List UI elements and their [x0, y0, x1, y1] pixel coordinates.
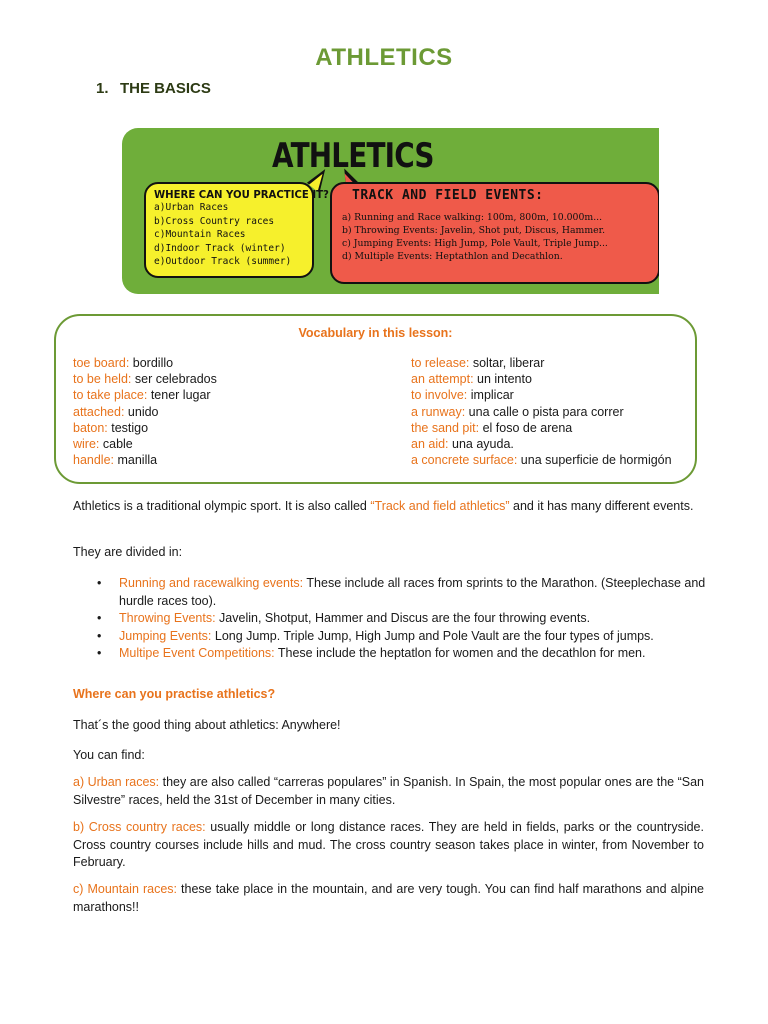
good-thing-text: That´s the good thing about athletics: Anywhere! [73, 718, 341, 732]
place-term: b) Cross country races: [73, 820, 206, 834]
vocab-definition: testigo [107, 420, 149, 435]
events-box [330, 182, 659, 284]
vocab-entry [411, 371, 672, 387]
intro-highlight: “Track and field athletics” [370, 499, 510, 513]
intro-text: Athletics is a traditional olympic sport. It is also called [73, 499, 371, 513]
vocab-entry [411, 452, 672, 468]
vocab-definition: ser celebrados [131, 372, 217, 387]
vocab-term: attached: [73, 404, 125, 419]
vocab-term: a concrete surface: [411, 453, 518, 468]
events-title: TRACK AND FIELD EVENTS: [352, 188, 544, 203]
you-can-find-text: You can find: [73, 748, 145, 762]
list-item-term: Running and racewalking events: [119, 576, 304, 590]
vocab-term: an attempt: [411, 372, 474, 387]
vocab-definition: implicar [467, 388, 514, 403]
vocab-term: the sand pit: [411, 420, 480, 435]
where-heading: Where can you practise athletics? [73, 687, 276, 701]
vocab-entry [411, 436, 672, 452]
intro-paragraph [73, 498, 709, 516]
vocab-definition: tener lugar [147, 388, 211, 403]
vocabulary-title: Vocabulary in this lesson: [298, 326, 453, 340]
vocab-term: handle: [73, 453, 115, 468]
events-item: c) Jumping Events: High Jump, Pole Vault, Triple Jump... [342, 238, 608, 249]
vocab-definition: el foso de arena [479, 420, 573, 435]
place-paragraph [73, 774, 704, 809]
place-paragraph [73, 881, 704, 916]
list-item-term: Throwing Events: [119, 611, 216, 625]
vocab-term: an aid: [411, 437, 449, 452]
vocab-term: to be held: [73, 372, 132, 387]
where-item: c)Mountain Races [154, 229, 246, 240]
events-item: b) Throwing Events: Javelin, Shot put, Discus, Hammer. [342, 225, 606, 236]
vocab-term: to involve: [411, 388, 468, 403]
list-item-text: These include all races from sprints to the Marathon. (Steeplechase and hurdle races too). [119, 576, 706, 608]
where-box [144, 182, 329, 278]
vocab-definition: unido [124, 404, 159, 419]
vocab-definition: bordillo [129, 356, 174, 370]
vocab-entry [73, 404, 217, 420]
vocab-entry [73, 452, 217, 468]
vocab-entry [411, 387, 672, 403]
place-text: they are also called “carreras populares” in Spanish. In Spain, the most popular ones are the “San Silvestre” races, held the 31st of December in many cities. [73, 775, 704, 807]
list-item [73, 575, 709, 610]
vocab-definition: soltar, liberar [469, 356, 545, 370]
vocab-entry [73, 436, 217, 452]
page-title: ATHLETICS [315, 44, 453, 71]
list-item-text: These include the heptatlon for women and the decathlon for men. [274, 646, 646, 660]
vocabulary-box [54, 314, 697, 484]
vocab-term: baton: [73, 420, 108, 435]
list-item-term: Jumping Events: [119, 628, 212, 643]
vocabulary-left-column [73, 355, 217, 468]
where-item: a)Urban Races [154, 202, 229, 213]
vocab-entry [73, 420, 217, 436]
vocab-definition: cable [99, 437, 133, 452]
place-paragraph [73, 819, 704, 872]
place-term: c) Mountain races: [73, 882, 177, 896]
section-number: 1. [96, 80, 109, 97]
vocab-definition: manilla [114, 453, 158, 468]
section-title: THE BASICS [120, 80, 211, 97]
athletics-banner [122, 128, 659, 294]
vocab-term: a runway: [411, 404, 466, 419]
where-item: d)Indoor Track (winter) [154, 242, 286, 254]
vocab-entry [73, 387, 217, 403]
vocab-entry [73, 355, 217, 371]
vocab-term: to release: [411, 356, 470, 370]
divided-text: They are divided in: [73, 545, 183, 559]
place-text: these take place in the mountain, and are very tough. You can find half marathons and alpine marathons!! [73, 882, 704, 914]
where-item: b)Cross Country races [154, 215, 275, 227]
list-item-text: Long Jump. Triple Jump, High Jump and Pole Vault are the four types of jumps. [211, 628, 654, 643]
list-item-text: Javelin, Shotput, Hammer and Discus are the four throwing events. [215, 611, 591, 625]
banner-title: ATHLETICS [272, 136, 434, 176]
vocab-definition: una calle o pista para correr [465, 404, 624, 419]
vocab-entry [411, 420, 672, 436]
vocab-definition: una ayuda. [448, 437, 514, 452]
where-item: e)Outdoor Track (summer) [154, 256, 292, 267]
vocab-definition: un intento [473, 372, 532, 387]
vocabulary-right-column [411, 355, 672, 468]
events-item: a) Running and Race walking: 100m, 800m, 10.000m... [342, 212, 603, 223]
vocab-definition: una superficie de hormigón [517, 453, 672, 468]
events-item: d) Multiple Events: Heptathlon and Decathlon. [342, 251, 563, 262]
list-item-term: Multipe Event Competitions: [119, 646, 275, 660]
list-item [73, 628, 709, 646]
vocab-entry [411, 355, 672, 371]
vocab-entry [411, 404, 672, 420]
list-item [73, 645, 709, 663]
vocab-entry [73, 371, 217, 387]
vocab-term: to take place: [73, 388, 148, 403]
vocab-term: toe board: [73, 356, 130, 370]
vocab-term: wire: [73, 437, 100, 452]
place-text: usually middle or long distance races. They are held in fields, parks or the countryside. Cross country courses include hills and mud. The cross country season takes place in winter, from November to February. [73, 820, 704, 869]
list-item [73, 610, 709, 628]
section-heading [96, 80, 211, 97]
intro-text: and it has many different events. [509, 499, 694, 513]
events-list [73, 575, 709, 663]
where-title: WHERE CAN YOU PRACTICE IT? [154, 188, 329, 201]
place-term: a) Urban races: [73, 775, 160, 789]
